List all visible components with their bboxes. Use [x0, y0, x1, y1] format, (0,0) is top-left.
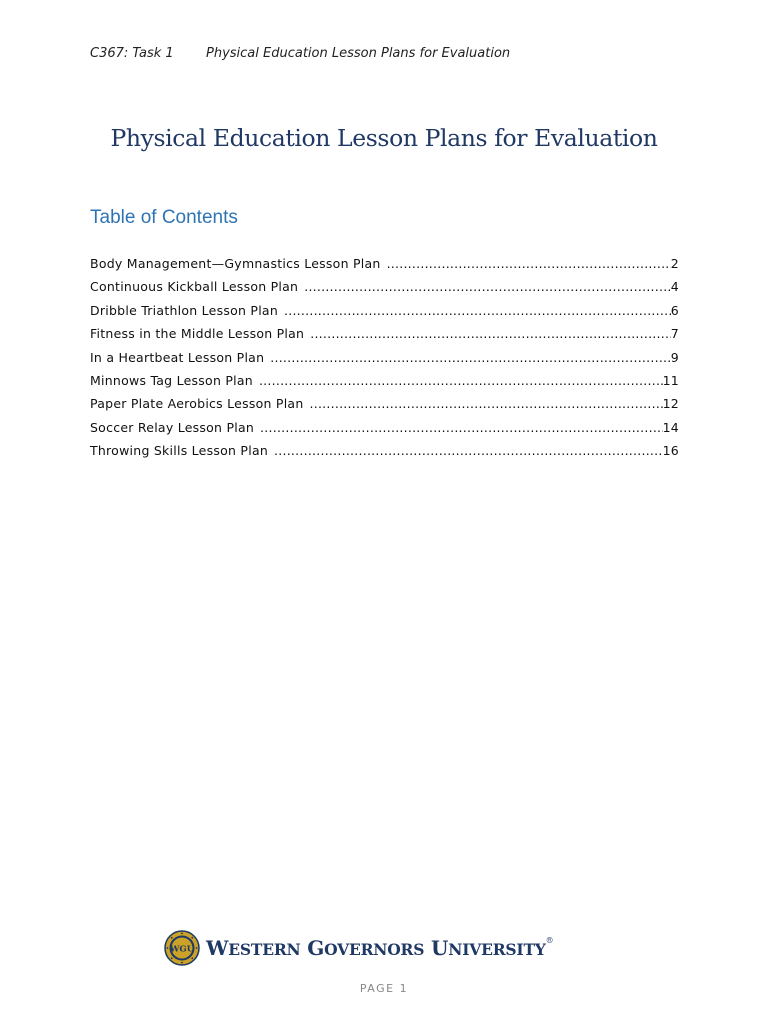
- header-title: Physical Education Lesson Plans for Evaluation: [206, 46, 511, 61]
- toc-entry-body-management[interactable]: [90, 256, 679, 279]
- dot-leader: [387, 256, 671, 271]
- toc-entry-title: Continuous Kickball Lesson Plan: [90, 279, 299, 295]
- page-number: PAGE 1: [359, 982, 409, 995]
- dot-leader: [274, 443, 663, 458]
- toc-entry-title: Paper Plate Aerobics Lesson Plan: [90, 396, 304, 412]
- document-title: Physical Education Lesson Plans for Evaluation: [110, 124, 658, 152]
- toc-entry-page: 9: [670, 349, 679, 365]
- toc-entry-page: 4: [670, 279, 679, 295]
- dot-leader: [284, 303, 671, 318]
- dot-leader: [270, 350, 671, 365]
- toc-entry-title: Minnows Tag Lesson Plan: [90, 372, 253, 388]
- toc-entry-page: 2: [670, 256, 679, 271]
- toc-entry-minnows-tag[interactable]: [90, 373, 679, 396]
- toc-entry-page: 7: [670, 326, 679, 342]
- toc-entry-dribble-triathlon[interactable]: [90, 303, 679, 326]
- university-wordmark: WESTERN GOVERNORS UNIVERSITY®: [206, 936, 554, 960]
- dot-leader: [260, 420, 663, 435]
- toc-entry-paper-plate-aerobics[interactable]: [90, 396, 679, 419]
- toc-entry-continuous-kickball[interactable]: [90, 279, 679, 302]
- toc-entry-page: 14: [662, 419, 679, 435]
- toc-heading: Table of Contents: [90, 207, 238, 228]
- university-logo: [164, 930, 553, 966]
- dot-leader: [259, 373, 663, 388]
- toc-entry-throwing-skills[interactable]: [90, 443, 679, 466]
- toc-entry-soccer-relay[interactable]: [90, 420, 679, 443]
- toc-entry-title: Dribble Triathlon Lesson Plan: [90, 302, 278, 318]
- toc-entry-title: Soccer Relay Lesson Plan: [90, 419, 255, 435]
- seal-monogram: WGU: [169, 944, 195, 955]
- toc-entry-title: Throwing Skills Lesson Plan: [90, 443, 269, 459]
- toc-entry-in-a-heartbeat[interactable]: [90, 350, 679, 373]
- toc-entry-title: Body Management—Gymnastics Lesson Plan: [90, 256, 381, 271]
- university-seal-icon: [164, 930, 200, 966]
- university-name: WESTERN GOVERNORS UNIVERSITY: [206, 936, 546, 960]
- toc-entry-page: 6: [670, 302, 679, 318]
- header-task-label: C367: Task 1: [90, 46, 174, 61]
- toc-entry-fitness-in-the-middle[interactable]: [90, 326, 679, 349]
- dot-leader: [304, 279, 671, 294]
- toc-entry-page: 16: [662, 443, 679, 459]
- toc-entry-page: 12: [662, 396, 679, 412]
- toc-entry-title: Fitness in the Middle Lesson Plan: [90, 326, 305, 342]
- toc-entry-title: In a Heartbeat Lesson Plan: [90, 349, 265, 365]
- toc-entry-page: 11: [662, 372, 679, 388]
- running-header: [90, 46, 510, 61]
- dot-leader: [310, 396, 663, 411]
- table-of-contents: [90, 256, 679, 467]
- dot-leader: [310, 326, 671, 341]
